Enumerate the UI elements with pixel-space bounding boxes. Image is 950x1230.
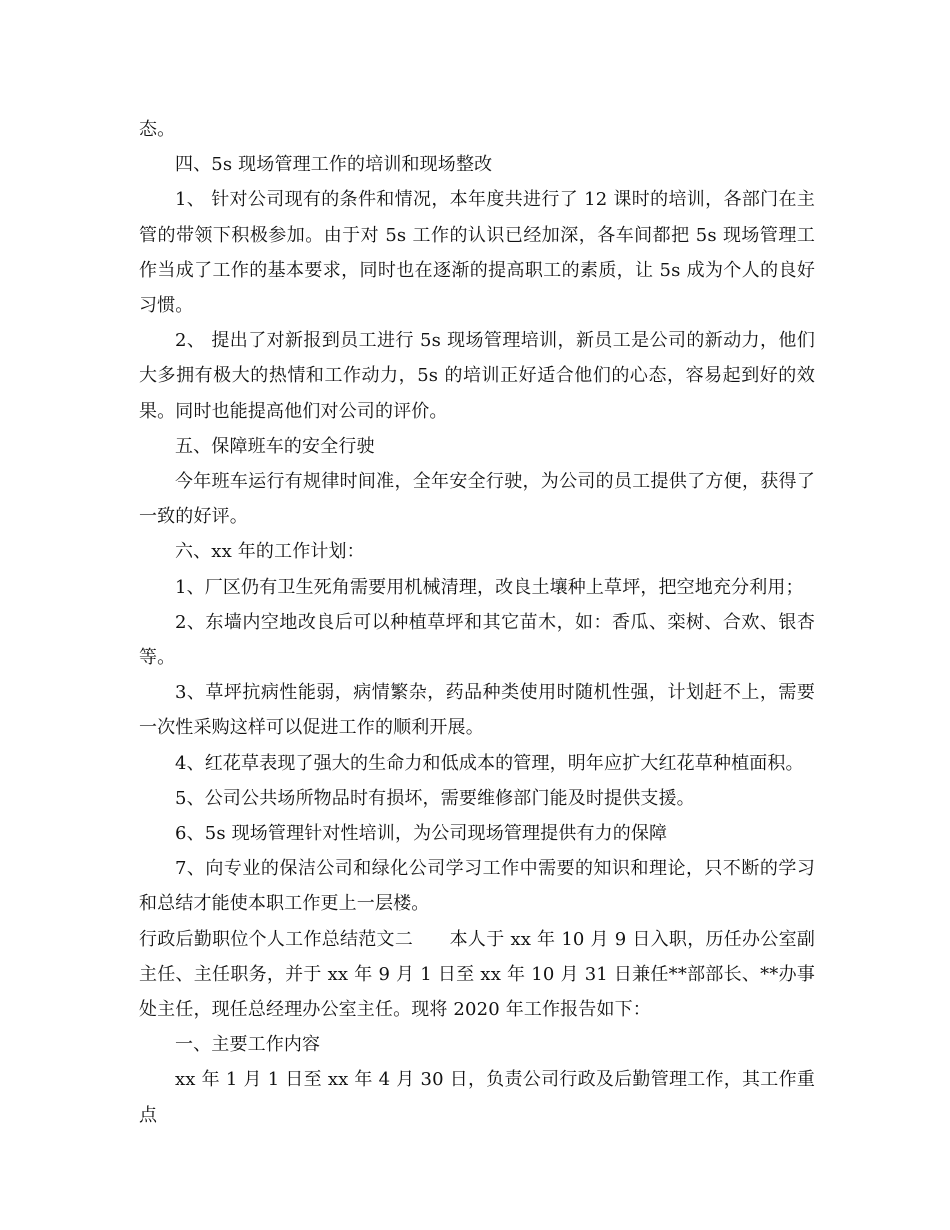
paragraph-training-2: 2、 提出了对新报到员工进行 5s 现场管理培训，新员工是公司的新动力，他们大多拥有极大的热情和工作动力，5s 的培训正好适合他们的心态，容易起到好的效果。同时也能提高他们对公司的评价。 bbox=[139, 330, 815, 422]
plan-item-3: 3、草坪抗病性能弱，病情繁杂，药品种类使用时随机性强，计划赶不上，需要一次性采购这样可以促进工作的顺利开展。 bbox=[139, 682, 815, 739]
plan-item-2: 2、东墙内空地改良后可以种植草坪和其它苗木，如：香瓜、栾树、合欢、银杏等。 bbox=[139, 611, 815, 669]
plan-item-5: 5、公司公共场所物品时有损坏，需要维修部门能及时提供支援。 bbox=[175, 787, 695, 809]
plan-item-1: 1、厂区仍有卫生死角需要用机械清理，改良土壤种上草坪，把空地充分利用； bbox=[175, 576, 804, 598]
paragraph-training-1: 1、 针对公司现有的条件和情况，本年度共进行了 12 课时的培训，各部门在主管的带领下积极参加。由于对 5s 工作的认识已经加深，各车间都把 5s 现场管理工作当成了工作的基本要求，同时也在逐渐的提高职工的素质，让 5s 成为个人的良好习惯。 bbox=[139, 189, 815, 317]
document-body bbox=[139, 112, 815, 1133]
section-heading-5: 五、保障班车的安全行驶 bbox=[175, 435, 375, 457]
paragraph-shuttle-bus: 今年班车运行有规律时间准，全年安全行驶，为公司的员工提供了方便，获得了一致的好评。 bbox=[139, 471, 815, 528]
essay-two-intro: 行政后勤职位个人工作总结范文二 本人于 xx 年 10 月 9 日入职，历任办公室副主任、主任职务，并于 xx 年 9 月 1 日至 xx 年 10 月 31 日兼任**部部长、**办事处主任，现任总经理办公室主任。现将 2020 年工作报告如下： bbox=[139, 928, 815, 1021]
paragraph-continuation: 态。 bbox=[139, 119, 176, 140]
plan-item-6: 6、5s 现场管理针对性培训，为公司现场管理提供有力的保障 bbox=[175, 823, 668, 845]
paragraph-main-work: xx 年 1 月 1 日至 xx 年 4 月 30 日，负责公司行政及后勤管理工作，其工作重点 bbox=[139, 1069, 815, 1126]
section-heading-4: 四、5s 现场管理工作的培训和现场整改 bbox=[175, 154, 493, 176]
plan-item-7: 7、向专业的保洁公司和绿化公司学习工作中需要的知识和理论，只不断的学习和总结才能使本职工作更上一层楼。 bbox=[139, 858, 815, 915]
plan-item-4: 4、红花草表现了强大的生命力和低成本的管理，明年应扩大红花草种植面积。 bbox=[175, 752, 804, 774]
section-heading-main-work: 一、主要工作内容 bbox=[175, 1034, 321, 1056]
section-heading-6: 六、xx 年的工作计划： bbox=[175, 541, 365, 563]
